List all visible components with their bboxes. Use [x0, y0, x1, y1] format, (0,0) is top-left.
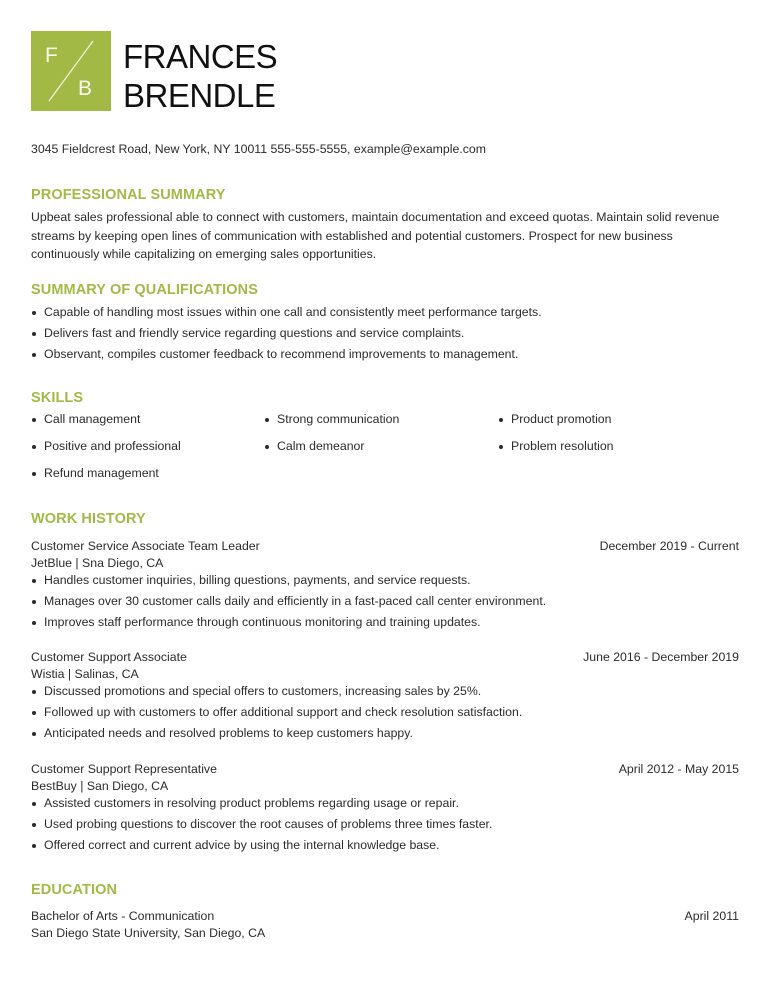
job-company: Wistia | Salinas, CA — [31, 667, 139, 681]
job-title: Customer Support Representative — [31, 762, 217, 776]
list-item: Followed up with customers to offer additional support and check resolution satisfaction. — [31, 705, 739, 726]
job-entry — [31, 539, 739, 636]
monogram-first-initial: F — [45, 44, 58, 67]
professional-summary-heading: PROFESSIONAL SUMMARY — [31, 187, 226, 203]
list-item: Anticipated needs and resolved problems to keep customers happy. — [31, 726, 739, 747]
full-name — [123, 37, 277, 115]
list-item: Handles customer inquiries, billing questions, payments, and service requests. — [31, 573, 739, 594]
job-dates: December 2019 - Current — [599, 539, 739, 553]
skills-heading: SKILLS — [31, 390, 84, 406]
skill-item: Call management — [31, 412, 140, 427]
skill-item: Strong communication — [264, 412, 399, 427]
job-entry — [31, 762, 739, 859]
list-item: Manages over 30 customer calls daily and efficiently in a fast-paced call center environment. — [31, 594, 739, 615]
skill-item: Product promotion — [498, 412, 611, 427]
qualifications-list — [31, 305, 743, 368]
first-name: FRANCES — [123, 38, 278, 75]
contact-info: 3045 Fieldcrest Road, New York, NY 10011 555-555-5555, example@example.com — [31, 142, 486, 156]
job-title: Customer Support Associate — [31, 650, 187, 664]
list-item: Used probing questions to discover the root causes of problems three times faster. — [31, 817, 739, 838]
skill-item: Refund management — [31, 466, 159, 481]
education-date: April 2011 — [684, 909, 739, 923]
education-heading: EDUCATION — [31, 882, 118, 898]
job-dates: April 2012 - May 2015 — [618, 762, 739, 776]
job-title: Customer Service Associate Team Leader — [31, 539, 260, 553]
list-item: Improves staff performance through continuous monitoring and training updates. — [31, 615, 739, 636]
monogram-divider — [31, 31, 111, 111]
work-history-heading: WORK HISTORY — [31, 511, 146, 527]
school: San Diego State University, San Diego, CA — [31, 926, 266, 940]
qualifications-heading: SUMMARY OF QUALIFICATIONS — [31, 282, 258, 298]
degree: Bachelor of Arts - Communication — [31, 909, 215, 923]
job-bullets — [31, 796, 739, 859]
resume-header — [31, 31, 731, 114]
list-item: Assisted customers in resolving product problems regarding usage or repair. — [31, 796, 739, 817]
job-bullets — [31, 684, 739, 747]
list-item: Delivers fast and friendly service regarding questions and service complaints. — [31, 326, 743, 347]
skill-item: Positive and professional — [31, 439, 181, 454]
job-entry — [31, 650, 739, 747]
job-company: BestBuy | San Diego, CA — [31, 779, 169, 793]
list-item: Offered correct and current advice by using the internal knowledge base. — [31, 838, 739, 859]
skill-item: Problem resolution — [498, 439, 614, 454]
education-entry — [31, 909, 739, 943]
job-company: JetBlue | Sna Diego, CA — [31, 556, 164, 570]
list-item: Observant, compiles customer feedback to recommend improvements to management. — [31, 347, 743, 368]
monogram-last-initial: B — [78, 77, 93, 100]
list-item: Discussed promotions and special offers to customers, increasing sales by 25%. — [31, 684, 739, 705]
monogram-logo — [31, 31, 111, 111]
list-item: Capable of handling most issues within one call and consistently meet performance targets. — [31, 305, 743, 326]
professional-summary-text: Upbeat sales professional able to connect with customers, maintain documentation and exceed quotas. Maintain solid revenue streams by keeping open lines of communication with established and potential customers. Prospect for new business continuously while capitalizing on emerging sales opportunities. — [31, 210, 720, 261]
last-name: BRENDLE — [123, 77, 276, 114]
job-bullets — [31, 573, 739, 636]
job-dates: June 2016 - December 2019 — [583, 650, 739, 664]
skill-item: Calm demeanor — [264, 439, 364, 454]
